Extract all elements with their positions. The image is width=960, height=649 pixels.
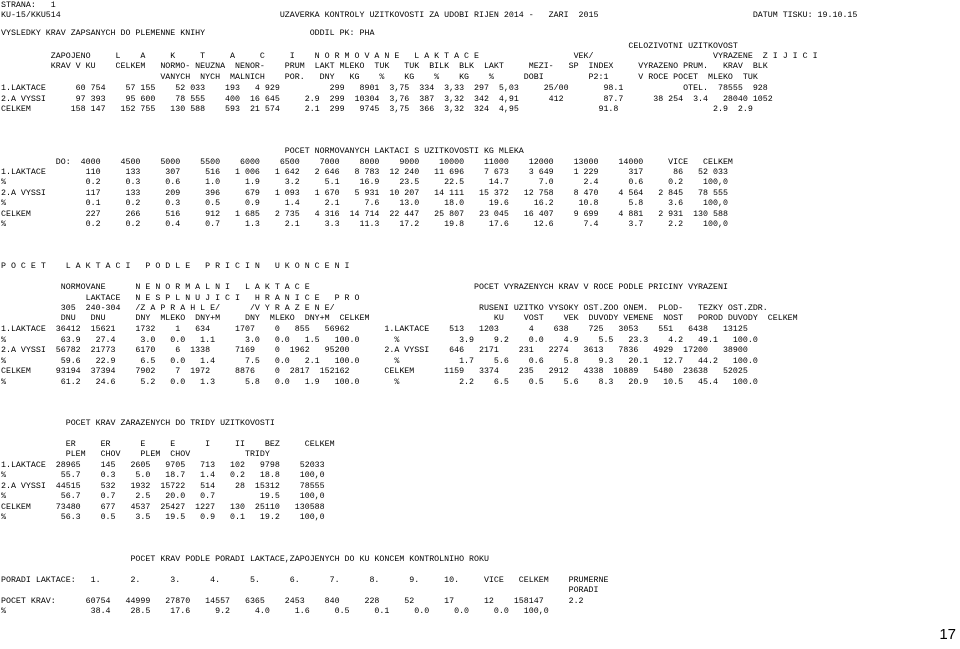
report-line: STRANA: 1 [1,1,56,10]
page-number: 17 [939,626,956,643]
report-line: DNU DNU DNY MLEKO DNY+M DNY MLEKO DNY+M CELKEM KU VOST VEK DUVODY VEMENE NOST POROD DUVODY CELKEM [1,314,798,323]
report-line: POCET NORMOVANYCH LAKTACI S UZITKOVOSTI KG MLEKA [1,147,524,156]
report-line: % 0.1 0.2 0.3 0.5 0.9 1.4 2.1 7.6 13.0 18.0 19.6 16.2 10.8 5.8 3.6 100,0 [1,199,728,208]
report-line: KU-15/KKU514 UZAVERKA KONTROLY UZITKOVOSTI ZA UDOBI RIJEN 2014 - ZARI 2015 DATUM TISKU: 19.10.15 [1,11,858,20]
report-line: CELKEM 227 266 516 912 1 685 2 735 4 316 14 714 22 447 25 807 23 045 16 407 9 699 4 881 2 931 130 588 [1,210,728,219]
report-line: POCET KRAV ZARAZENYCH DO TRIDY UZITKOVOSTI [1,419,275,428]
report-line: VYSLEDKY KRAV ZAPSANYCH DO PLEMENNE KNIHY ODDIL PK: PHA [1,29,375,38]
report-line: VANYCH NYCH MALNICH POR. DNY KG % KG % KG % DOBI P2:1 V ROCE POCET MLEKO TUK [1,73,758,82]
report-line: % 55.7 0.3 5.0 18.7 1.4 0.2 18.8 100,0 [1,471,325,480]
report-line: P O C E T L A K T A C I P O D L E P R I C I N U K O N C E N I [1,262,350,271]
report-line: 305 240-304 /Z A P R A H L E/ /V Y R A Z E N E/ RUSENI UZITKO VYSOKY OST.ZOO ONEM. PLOD- TEZKY OST.ZDR. [1,304,768,313]
report-line: NORMOVANE N E N O R M A L N I L A K T A C E POCET VYRAZENYCH KRAV V ROCE PODLE PRICINY VYRAZENI [1,283,728,292]
report-line: 1.LAKTACE 110 133 307 516 1 006 1 642 2 646 8 783 12 240 11 696 7 673 3 649 1 229 317 86 52 033 [1,168,728,177]
report-line: DO: 4000 4500 5000 5500 6000 6500 7000 8000 9000 10000 11000 12000 13000 14000 VICE CELKEM [1,158,733,167]
report-line: LAKTACE N E S P L N U J I C I H R A N I C E P R O [1,294,360,303]
report-line: 1.LAKTACE 36412 15621 1732 1 634 1707 0 855 56962 1.LAKTACE 513 1203 4 638 725 3053 551 6438 13125 [1,325,748,334]
report-line: 1.LAKTACE 28965 145 2605 9705 713 102 9798 52033 [1,461,325,470]
report-line: 2.A VYSSI 97 393 95 600 78 555 400 16 645 2.9 299 10304 3,76 387 3,32 342 4,91 412 87.7 38 254 3.4 28040 1052 [1,95,773,104]
report-line: % 59.6 22.9 6.5 0.0 1.4 7.5 0.0 2.1 100.0 % 1.7 5.6 0.6 5.8 9.3 20.1 12.7 44.2 100.0 [1,357,758,366]
report-line: CELOZIVOTNI UZITKOVOST [1,42,738,51]
report-line: 1.LAKTACE 60 754 57 155 52 033 193 4 929 299 8901 3,75 334 3,33 297 5,03 25/00 98.1 OTEL. 78555 928 [1,84,768,93]
report-line: % 0.2 0.2 0.4 0.7 1.3 2.1 3.3 11.3 17.2 19.8 17.6 12.6 7.4 3.7 2.2 100,0 [1,220,728,229]
report-line: CELKEM 93194 37394 7902 7 1972 8876 0 2817 152162 CELKEM 1159 3374 235 2912 4338 10889 5480 23638 52025 [1,367,748,376]
report-line: PLEM CHOV PLEM CHOV TRIDY [1,450,270,459]
report-line: KRAV V KU CELKEM NORMO- NEUZNA NENOR- PRUM LAKT MLEKO TUK TUK BILK BLK LAKT MEZI- SP INDEX VYRAZENO PRUM. KRAV BLK [1,62,768,71]
report-line: 2.A VYSSI 44515 532 1932 15722 514 28 15312 78555 [1,482,325,491]
report-line: 2.A VYSSI 117 133 209 396 679 1 093 1 670 5 931 10 207 14 111 15 372 12 758 8 470 4 564 2 845 78 555 [1,189,728,198]
report-line: % 56.3 0.5 3.5 19.5 0.9 0.1 19.2 100,0 [1,513,325,522]
report-line: CELKEM 73480 677 4537 25427 1227 130 25110 130588 [1,503,325,512]
report-line: POCET KRAV PODLE PORADI LAKTACE,ZAPOJENYCH DO KU KONCEM KONTROLNIHO ROKU [1,555,489,564]
report-line: % 61.2 24.6 5.2 0.0 1.3 5.8 0.0 1.9 100.0 % 2.2 6.5 0.5 5.6 8.3 20.9 10.5 45.4 100.0 [1,378,758,387]
report-line: ER ER E E I II BEZ CELKEM [1,440,335,449]
report-line: % 38.4 28.5 17.6 9.2 4.0 1.6 0.5 0.1 0.0 0.0 0.0 100,0 [1,607,549,616]
report-line: 2.A VYSSI 56782 21773 6170 6 1338 7169 0 1962 95200 2.A VYSSI 646 2171 231 2274 3613 7836 4929 17200 38900 [1,346,748,355]
report-line: PORADI [1,586,599,595]
report-line: CELKEM 158 147 152 755 130 588 593 21 574 2.1 299 9745 3,75 366 3,32 324 4,95 91.8 2.9 2.9 [1,105,753,114]
report-line: % 56.7 0.7 2.5 20.0 0.7 19.5 100,0 [1,492,325,501]
report-line: % 0.2 0.3 0.6 1.0 1.9 3.2 5.1 16.9 23.5 22.5 14.7 7.0 2.4 0.6 0.2 100,0 [1,178,728,187]
report-line: PORADI LAKTACE: 1. 2. 3. 4. 5. 6. 7. 8. 9. 10. VICE CELKEM PRUMERNE [1,576,609,585]
report-line: ZAPOJENO L A K T A C I N O R M O V A N E L A K T A C E VEK/ VYRAZENE Z I J I C I [1,52,818,61]
report-line: % 63.9 27.4 3.0 0.0 1.1 3.0 0.0 1.5 100.0 % 3.9 9.2 0.0 4.9 5.5 23.3 4.2 49.1 100.0 [1,336,758,345]
report-line: POCET KRAV: 60754 44999 27870 14557 6365 2453 840 228 52 17 12 158147 2.2 [1,597,584,606]
